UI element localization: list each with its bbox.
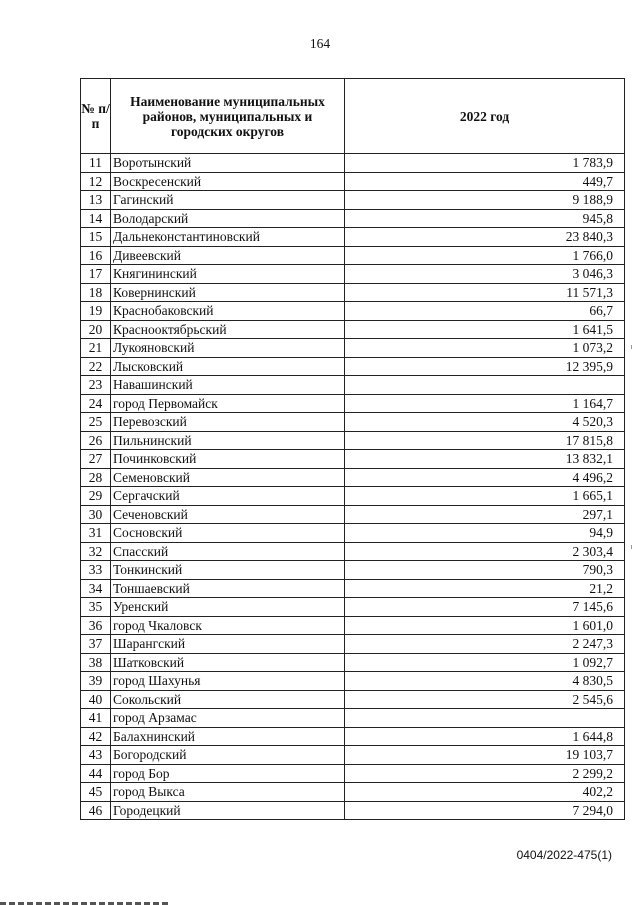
table-row — [81, 413, 625, 432]
row-number: 12 — [81, 172, 111, 191]
table-row — [81, 616, 625, 635]
table-row — [81, 191, 625, 210]
row-number: 33 — [81, 561, 111, 580]
row-name: Дальнеконстантиновский — [111, 228, 345, 247]
table-header-row — [81, 79, 625, 154]
row-name: Воротынский — [111, 154, 345, 173]
row-number: 13 — [81, 191, 111, 210]
row-name: Пильнинский — [111, 431, 345, 450]
row-number: 38 — [81, 653, 111, 672]
table-row — [81, 283, 625, 302]
row-value: 21,2 — [345, 579, 625, 598]
row-value: 4 520,3 — [345, 413, 625, 432]
table-row — [81, 524, 625, 543]
row-name: Шатковский — [111, 653, 345, 672]
row-value: 1 783,9 — [345, 154, 625, 173]
row-name: Сеченовский — [111, 505, 345, 524]
row-name: Сергачский — [111, 487, 345, 506]
row-number: 41 — [81, 709, 111, 728]
row-value: 66,7 — [345, 302, 625, 321]
table-row — [81, 394, 625, 413]
row-value: 9 188,9 — [345, 191, 625, 210]
row-number: 19 — [81, 302, 111, 321]
row-number: 31 — [81, 524, 111, 543]
row-number: 24 — [81, 394, 111, 413]
row-number: 37 — [81, 635, 111, 654]
row-value: 790,3 — [345, 561, 625, 580]
table-row — [81, 450, 625, 469]
scan-speck — [631, 545, 632, 549]
row-name: Навашинский — [111, 376, 345, 395]
row-name: Тонкинский — [111, 561, 345, 580]
table-row — [81, 598, 625, 617]
row-number: 16 — [81, 246, 111, 265]
row-number: 44 — [81, 764, 111, 783]
row-number: 17 — [81, 265, 111, 284]
table-row — [81, 542, 625, 561]
row-name: Княгининский — [111, 265, 345, 284]
row-value: 2 303,4 — [345, 542, 625, 561]
table-row — [81, 154, 625, 173]
row-value: 1 092,7 — [345, 653, 625, 672]
row-value: 94,9 — [345, 524, 625, 543]
header-value: 2022 год — [345, 79, 625, 154]
table-row — [81, 209, 625, 228]
row-name: город Выкса — [111, 783, 345, 802]
row-name: город Бор — [111, 764, 345, 783]
table-row — [81, 505, 625, 524]
table-row — [81, 265, 625, 284]
row-name: Сосновский — [111, 524, 345, 543]
row-name: Гагинский — [111, 191, 345, 210]
row-number: 26 — [81, 431, 111, 450]
table-row — [81, 635, 625, 654]
row-number: 30 — [81, 505, 111, 524]
row-value: 11 571,3 — [345, 283, 625, 302]
row-number: 15 — [81, 228, 111, 247]
row-value: 1 644,8 — [345, 727, 625, 746]
row-name: Богородский — [111, 746, 345, 765]
row-name: Балахнинский — [111, 727, 345, 746]
table-row — [81, 320, 625, 339]
row-number: 11 — [81, 154, 111, 173]
table-row — [81, 172, 625, 191]
row-name: Починковский — [111, 450, 345, 469]
row-number: 23 — [81, 376, 111, 395]
row-number: 22 — [81, 357, 111, 376]
row-number: 45 — [81, 783, 111, 802]
table-row — [81, 487, 625, 506]
row-name: город Первомайск — [111, 394, 345, 413]
row-number: 18 — [81, 283, 111, 302]
row-value: 1 073,2 — [345, 339, 625, 358]
row-name: город Шахунья — [111, 672, 345, 691]
data-table — [80, 78, 625, 820]
row-value: 2 247,3 — [345, 635, 625, 654]
row-value: 449,7 — [345, 172, 625, 191]
page-number: 164 — [309, 36, 331, 51]
row-value: 297,1 — [345, 505, 625, 524]
table-body — [81, 154, 625, 820]
table-row — [81, 468, 625, 487]
row-value: 2 299,2 — [345, 764, 625, 783]
row-name: Воскресенский — [111, 172, 345, 191]
scan-speck — [631, 345, 632, 349]
row-number: 46 — [81, 801, 111, 820]
table-row — [81, 302, 625, 321]
header-num: № п/п — [81, 79, 111, 154]
row-value: 1 601,0 — [345, 616, 625, 635]
table-row — [81, 228, 625, 247]
row-number: 40 — [81, 690, 111, 709]
row-value: 1 641,5 — [345, 320, 625, 339]
row-number: 34 — [81, 579, 111, 598]
row-number: 20 — [81, 320, 111, 339]
row-name: Уренский — [111, 598, 345, 617]
table-row — [81, 579, 625, 598]
row-value: 13 832,1 — [345, 450, 625, 469]
row-name: Лукояновский — [111, 339, 345, 358]
row-number: 14 — [81, 209, 111, 228]
row-name: Краснобаковский — [111, 302, 345, 321]
row-name: Володарский — [111, 209, 345, 228]
row-number: 27 — [81, 450, 111, 469]
row-value — [345, 376, 625, 395]
table-row — [81, 690, 625, 709]
row-value: 17 815,8 — [345, 431, 625, 450]
row-number: 36 — [81, 616, 111, 635]
document-code: 0404/2022-475(1) — [516, 848, 612, 862]
row-value: 402,2 — [345, 783, 625, 802]
table-row — [81, 672, 625, 691]
row-number: 42 — [81, 727, 111, 746]
table-row — [81, 339, 625, 358]
row-value: 2 545,6 — [345, 690, 625, 709]
row-name: Тоншаевский — [111, 579, 345, 598]
table-row — [81, 783, 625, 802]
table-row — [81, 357, 625, 376]
row-value: 19 103,7 — [345, 746, 625, 765]
row-number: 32 — [81, 542, 111, 561]
row-value: 3 046,3 — [345, 265, 625, 284]
table-row — [81, 653, 625, 672]
row-name: Семеновский — [111, 468, 345, 487]
row-name: Городецкий — [111, 801, 345, 820]
row-name: Сокольский — [111, 690, 345, 709]
row-value — [345, 709, 625, 728]
table-row — [81, 746, 625, 765]
table-row — [81, 801, 625, 820]
row-name: Шарангский — [111, 635, 345, 654]
row-number: 28 — [81, 468, 111, 487]
row-name: Лысковский — [111, 357, 345, 376]
row-number: 25 — [81, 413, 111, 432]
row-number: 35 — [81, 598, 111, 617]
row-number: 39 — [81, 672, 111, 691]
row-value: 12 395,9 — [345, 357, 625, 376]
row-name: Спасский — [111, 542, 345, 561]
table-row — [81, 764, 625, 783]
row-value: 4 496,2 — [345, 468, 625, 487]
table-row — [81, 246, 625, 265]
row-name: город Чкаловск — [111, 616, 345, 635]
row-value: 7 294,0 — [345, 801, 625, 820]
row-value: 1 164,7 — [345, 394, 625, 413]
row-value: 4 830,5 — [345, 672, 625, 691]
row-value: 1 665,1 — [345, 487, 625, 506]
table-row — [81, 431, 625, 450]
table-row — [81, 709, 625, 728]
row-name: город Арзамас — [111, 709, 345, 728]
row-value: 23 840,3 — [345, 228, 625, 247]
row-name: Перевозский — [111, 413, 345, 432]
row-number: 43 — [81, 746, 111, 765]
table-row — [81, 376, 625, 395]
row-value: 7 145,6 — [345, 598, 625, 617]
row-name: Краснооктябрьский — [111, 320, 345, 339]
row-number: 21 — [81, 339, 111, 358]
table-row — [81, 727, 625, 746]
row-name: Дивеевский — [111, 246, 345, 265]
row-value: 1 766,0 — [345, 246, 625, 265]
table-row — [81, 561, 625, 580]
row-value: 945,8 — [345, 209, 625, 228]
header-name: Наименование муниципальных районов, муниципальных и городских округов — [111, 79, 345, 154]
row-number: 29 — [81, 487, 111, 506]
row-name: Ковернинский — [111, 283, 345, 302]
